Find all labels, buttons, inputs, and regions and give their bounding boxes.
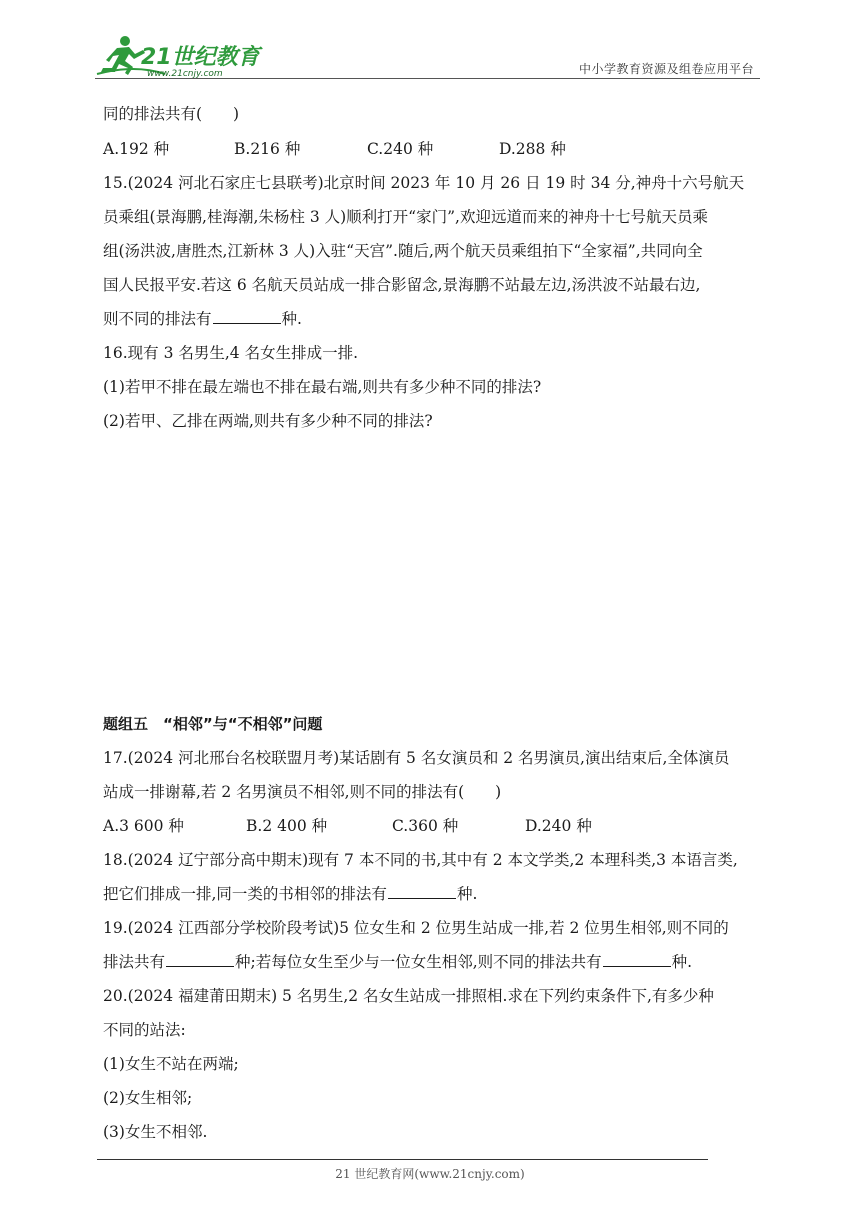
page-header [95,32,760,80]
q18-line-1: 18.(2024 辽宁部分高中期末)现有 7 本不同的书,其中有 2 本文学类,2 本理科类,3 本语言类, [103,851,738,869]
q17-line-2: 站成一排谢幕,若 2 名男演员不相邻,则不同的排法有( ) [103,783,502,801]
q20-part-2: (2)女生相邻; [103,1089,193,1107]
header-divider [95,78,760,79]
q17-option-d: D.240 种 [525,817,592,835]
q14-options [103,139,566,159]
q19-text-b: 种;若每位女生至少与一位女生相邻,则不同的排法共有 [235,953,602,971]
q18-text-a: 把它们排成一排,同一类的书相邻的排法有 [103,885,387,903]
q19-line-1: 19.(2024 江西部分学校阶段考试)5 位女生和 2 位男生站成一排,若 2 位男生相邻,则不同的 [103,919,729,937]
q19-answer-blank-1[interactable] [166,952,234,967]
q17-options [103,816,592,836]
q16-line-1: 16.现有 3 名男生,4 名女生排成一排. [103,344,359,362]
q19-text-a: 排法共有 [103,953,166,971]
q17-option-a: A.3 600 种 [103,817,184,835]
q15-line-3: 组(汤洪波,唐胜杰,江新林 3 人)入驻“天宫”.随后,两个航天员乘组拍下“全家福”,共同向全 [103,242,703,260]
q14-option-a: A.192 种 [103,140,170,158]
q14-continuation: 同的排法共有( ) [103,105,240,123]
q14-option-b: B.216 种 [234,140,301,158]
logo-text: 21世纪教育 [141,45,260,70]
logo-url: www.21cnjy.com [147,69,223,78]
footer-text[interactable]: 21 世纪教育网(www.21cnjy.com) [335,1167,525,1181]
q15-line-1: 15.(2024 河北石家庄七县联考)北京时间 2023 年 10 月 26 日 19 时 34 分,神舟十六号航天 [103,174,745,192]
q20-part-3: (3)女生不相邻. [103,1123,208,1141]
section-heading: 题组五 “相邻”与“不相邻”问题 [103,715,323,733]
q14-option-d: D.288 种 [499,140,566,158]
logo[interactable] [95,34,265,78]
q18-text-b: 种. [456,885,478,903]
q15-text-b: 种. [281,310,302,328]
footer-divider [97,1159,708,1160]
q19-line-2 [103,952,692,972]
q19-answer-blank-2[interactable] [603,952,671,967]
q15-line-5 [103,309,302,329]
runner-logo-icon [95,34,265,78]
q17-option-b: B.2 400 种 [246,817,328,835]
q14-option-c: C.240 种 [367,140,434,158]
platform-name: 中小学教育资源及组卷应用平台 [578,62,754,76]
q15-text-a: 则不同的排法有 [103,310,212,328]
q15-answer-blank[interactable] [213,309,281,324]
q18-line-2 [103,884,477,904]
q16-part-1: (1)若甲不排在最左端也不排在最右端,则共有多少种不同的排法? [103,378,542,396]
q15-line-4: 国人民报平安.若这 6 名航天员站成一排合影留念,景海鹏不站最左边,汤洪波不站最右边, [103,276,701,294]
q15-line-2: 员乘组(景海鹏,桂海潮,朱杨柱 3 人)顺利打开“家门”,欢迎远道而来的神舟十七号航天员乘 [103,208,708,226]
q18-answer-blank[interactable] [388,884,456,899]
q17-line-1: 17.(2024 河北邢台名校联盟月考)某话剧有 5 名女演员和 2 名男演员,演出结束后,全体演员 [103,749,730,767]
q17-option-c: C.360 种 [392,817,459,835]
q16-part-2: (2)若甲、乙排在两端,则共有多少种不同的排法? [103,412,433,430]
q20-line-1: 20.(2024 福建莆田期末) 5 名男生,2 名女生站成一排照相.求在下列约束条件下,有多少种 [103,987,714,1005]
q20-part-1: (1)女生不站在两端; [103,1055,239,1073]
q20-line-2: 不同的站法: [103,1021,186,1039]
q19-text-c: 种. [671,953,693,971]
